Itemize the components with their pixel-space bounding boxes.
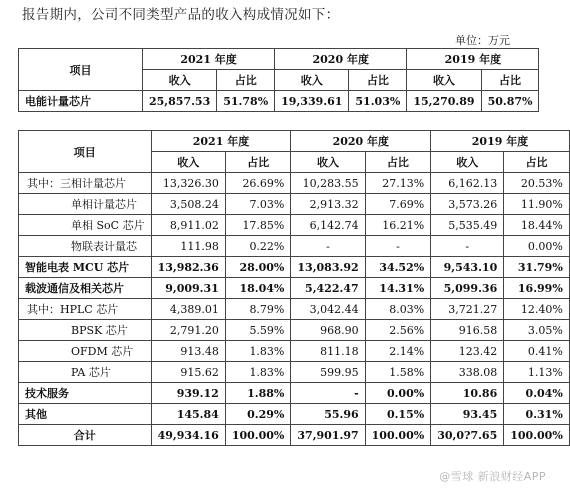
cell-value: 100.00% [504, 425, 570, 446]
header-year-2019: 2019 年度 [407, 49, 539, 70]
row-label: PA 芯片 [19, 362, 152, 383]
cell-value: - [291, 236, 365, 257]
cell-value: 15,270.89 [407, 91, 481, 112]
header-year-2021: 2021 年度 [151, 131, 291, 152]
cell-value: 3,573.26 [431, 194, 504, 215]
table-row [19, 383, 570, 404]
cell-value: 0.41% [504, 341, 570, 362]
watermark: @雪球 新浪财经APP [439, 470, 546, 483]
cell-value: 12.40% [504, 299, 570, 320]
cell-value: 338.08 [431, 362, 504, 383]
header-share: 占比 [365, 152, 431, 173]
table-row [19, 341, 570, 362]
revenue-breakdown-table [18, 130, 570, 446]
header-income: 收入 [151, 152, 225, 173]
cell-value: 28.00% [225, 257, 291, 278]
cell-value: 1.13% [504, 362, 570, 383]
cell-value: 100.00% [225, 425, 291, 446]
cell-value: - [291, 383, 365, 404]
cell-value: 50.87% [481, 91, 539, 112]
row-label: 智能电表 MCU 芯片 [19, 257, 152, 278]
cell-value: 14.31% [365, 278, 431, 299]
unit-label: 单位：万元 [455, 34, 510, 47]
table-row [19, 173, 570, 194]
row-label: OFDM 芯片 [19, 341, 152, 362]
cell-value: 8.03% [365, 299, 431, 320]
cell-value: 4,389.01 [151, 299, 225, 320]
cell-value: 145.84 [151, 404, 225, 425]
cell-value: 916.58 [431, 320, 504, 341]
header-year-2021: 2021 年度 [143, 49, 275, 70]
cell-value: 37,901.97 [291, 425, 365, 446]
cell-value: 55.96 [291, 404, 365, 425]
cell-value: 8.79% [225, 299, 291, 320]
cell-value: 811.18 [291, 341, 365, 362]
cell-value: 939.12 [151, 383, 225, 404]
cell-value: 3,042.44 [291, 299, 365, 320]
header-year-2020: 2020 年度 [291, 131, 431, 152]
table-row [19, 278, 570, 299]
cell-value: 0.29% [225, 404, 291, 425]
cell-value: 13,083.92 [291, 257, 365, 278]
cell-value: 123.42 [431, 341, 504, 362]
cell-value: 1.83% [225, 341, 291, 362]
header-income: 收入 [407, 70, 481, 91]
cell-value: 19,339.61 [275, 91, 349, 112]
cell-value: 10.86 [431, 383, 504, 404]
cell-value: 2,791.20 [151, 320, 225, 341]
cell-value: 6,142.74 [291, 215, 365, 236]
row-label: 其他 [19, 404, 152, 425]
cell-value: 25,857.53 [143, 91, 217, 112]
cell-value: 3.05% [504, 320, 570, 341]
cell-value: 13,326.30 [151, 173, 225, 194]
cell-value: 0.04% [504, 383, 570, 404]
header-year-2020: 2020 年度 [275, 49, 407, 70]
table-row [19, 362, 570, 383]
cell-value: 7.03% [225, 194, 291, 215]
row-label: 技术服务 [19, 383, 152, 404]
row-label: 载波通信及相关芯片 [19, 278, 152, 299]
cell-value: 5.59% [225, 320, 291, 341]
cell-value: 968.90 [291, 320, 365, 341]
cell-value: 913.48 [151, 341, 225, 362]
header-income: 收入 [431, 152, 504, 173]
cell-value: 34.52% [365, 257, 431, 278]
cell-value: 5,422.47 [291, 278, 365, 299]
cell-value: 5,099.36 [431, 278, 504, 299]
row-label: 物联表计量芯 [19, 236, 152, 257]
cell-value: 0.22% [225, 236, 291, 257]
header-share: 占比 [504, 152, 570, 173]
header-item: 项目 [19, 49, 143, 91]
cell-value: 16.99% [504, 278, 570, 299]
header-income: 收入 [291, 152, 365, 173]
cell-value: 8,911.02 [151, 215, 225, 236]
cell-value: 5,535.49 [431, 215, 504, 236]
cell-value: 20.53% [504, 173, 570, 194]
header-share: 占比 [349, 70, 407, 91]
row-label: 单相 SoC 芯片 [19, 215, 152, 236]
cell-value: 13,982.36 [151, 257, 225, 278]
cell-value: 7.69% [365, 194, 431, 215]
cell-value: 6,162.13 [431, 173, 504, 194]
cell-value: 10,283.55 [291, 173, 365, 194]
cell-value: 9,009.31 [151, 278, 225, 299]
header-income: 收入 [143, 70, 217, 91]
cell-value: 1.83% [225, 362, 291, 383]
cell-value: 16.21% [365, 215, 431, 236]
header-item: 项目 [19, 131, 152, 173]
total-row [19, 425, 570, 446]
cell-value: 51.03% [349, 91, 407, 112]
cell-value: 0.00% [504, 236, 570, 257]
cell-value: 3,721.27 [431, 299, 504, 320]
cell-value: 2.14% [365, 341, 431, 362]
cell-value: 31.79% [504, 257, 570, 278]
row-label: 单相计量芯片 [19, 194, 152, 215]
cell-value: - [365, 236, 431, 257]
table-row [19, 194, 570, 215]
header-income: 收入 [275, 70, 349, 91]
cell-value: 915.62 [151, 362, 225, 383]
cell-value: 0.15% [365, 404, 431, 425]
cell-value: 51.78% [217, 91, 275, 112]
cell-value: 2,913.32 [291, 194, 365, 215]
table-row [19, 236, 570, 257]
cell-value: 30,0?7.65 [431, 425, 504, 446]
cell-value: 9,543.10 [431, 257, 504, 278]
row-label: 其中：HPLC 芯片 [19, 299, 152, 320]
cell-value: 3,508.24 [151, 194, 225, 215]
header-year-2019: 2019 年度 [431, 131, 570, 152]
table-row [19, 215, 570, 236]
cell-value: 26.69% [225, 173, 291, 194]
table-row [19, 91, 539, 112]
cell-value: 100.00% [365, 425, 431, 446]
cell-value: 93.45 [431, 404, 504, 425]
row-label: BPSK 芯片 [19, 320, 152, 341]
intro-text: 报告期内，公司不同类型产品的收入构成情况如下： [22, 7, 340, 23]
header-share: 占比 [481, 70, 539, 91]
row-label: 电能计量芯片 [19, 91, 143, 112]
cell-value: 11.90% [504, 194, 570, 215]
cell-value: 27.13% [365, 173, 431, 194]
cell-value: 111.98 [151, 236, 225, 257]
cell-value: - [431, 236, 504, 257]
table-row [19, 299, 570, 320]
row-label: 合计 [19, 425, 152, 446]
cell-value: 0.31% [504, 404, 570, 425]
cell-value: 1.58% [365, 362, 431, 383]
cell-value: 2.56% [365, 320, 431, 341]
table-row [19, 404, 570, 425]
cell-value: 18.04% [225, 278, 291, 299]
cell-value: 49,934.16 [151, 425, 225, 446]
table-row [19, 320, 570, 341]
header-share: 占比 [217, 70, 275, 91]
row-label: 其中：三相计量芯片 [19, 173, 152, 194]
header-share: 占比 [225, 152, 291, 173]
cell-value: 599.95 [291, 362, 365, 383]
cell-value: 17.85% [225, 215, 291, 236]
revenue-summary-table [18, 48, 539, 112]
cell-value: 0.00% [365, 383, 431, 404]
table-row [19, 257, 570, 278]
cell-value: 1.88% [225, 383, 291, 404]
cell-value: 18.44% [504, 215, 570, 236]
